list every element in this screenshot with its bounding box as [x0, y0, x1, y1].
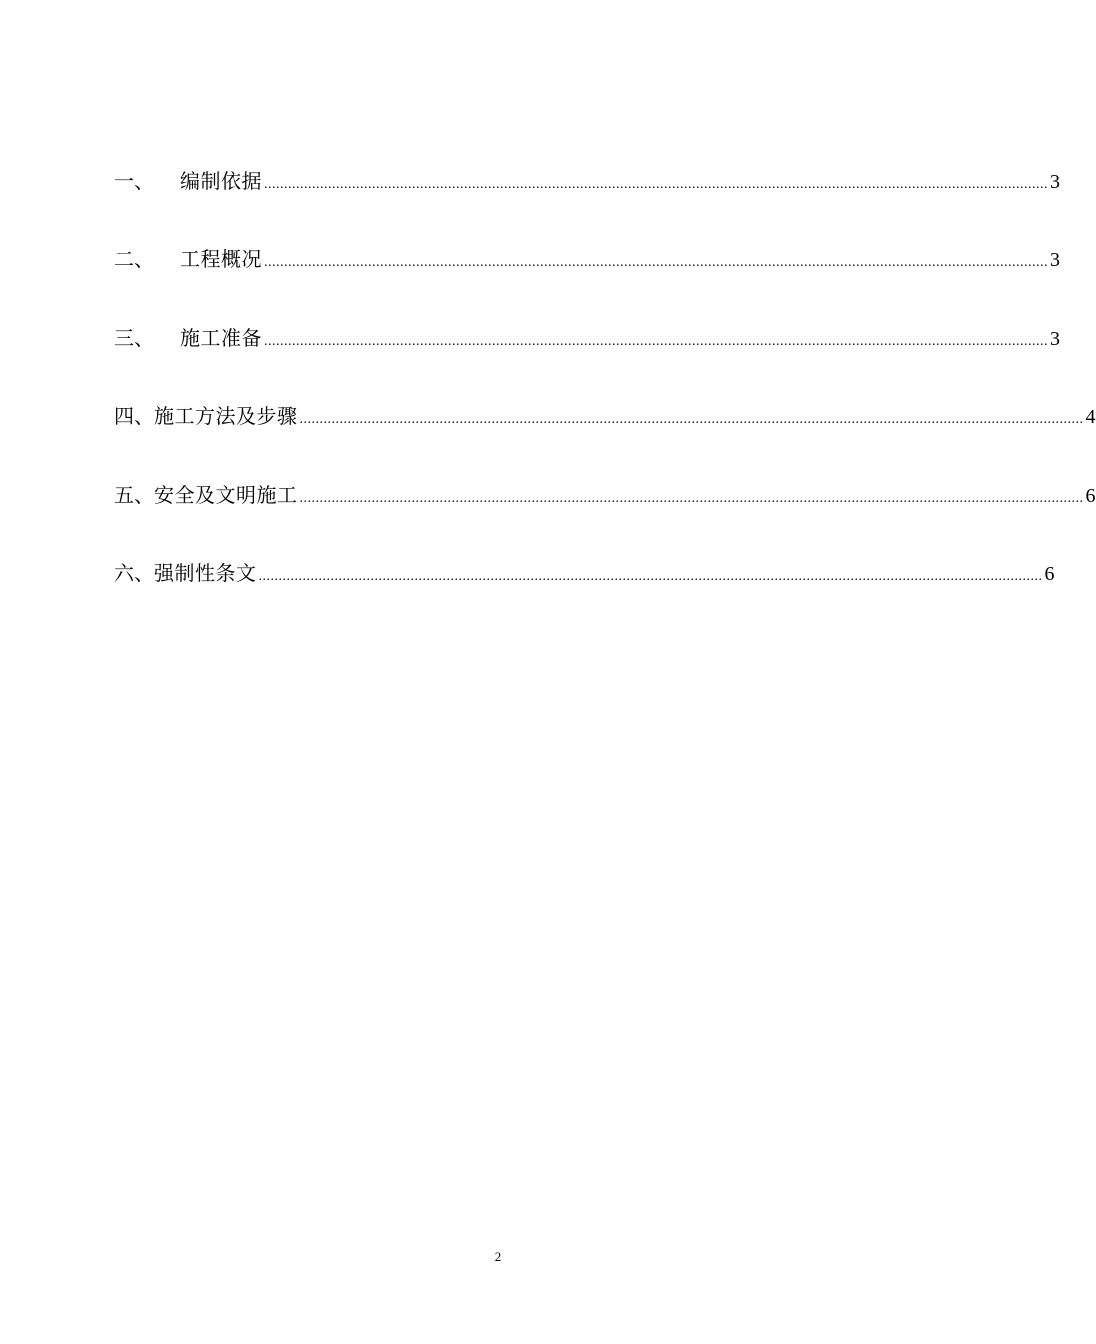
toc-entry-page: 6 [1044, 562, 1055, 585]
toc-entry-page: 3 [1050, 327, 1060, 350]
table-of-contents [114, 166, 1096, 636]
toc-entry-page: 3 [1050, 171, 1060, 193]
toc-entry-page: 4 [1085, 406, 1096, 429]
toc-entry-1[interactable] [114, 166, 1060, 196]
toc-entry-number: 三、 [114, 325, 154, 350]
toc-entry-title: 编制依据 [180, 169, 262, 193]
toc-entry-5[interactable] [114, 480, 1096, 510]
toc-entry-title: 施工方法及步骤 [154, 404, 298, 429]
toc-entry-number: 五、 [114, 482, 154, 507]
toc-entry-3[interactable] [114, 323, 1060, 353]
toc-dot-leader: .................................................................................................................................................................................................... [299, 412, 1084, 428]
toc-dot-leader: .................................................................................................................................................................................................... [299, 490, 1084, 506]
toc-entry-title: 强制性条文 [154, 560, 257, 585]
toc-entry-6[interactable] [114, 558, 1055, 588]
toc-entry-page: 6 [1085, 484, 1096, 507]
toc-entry-title: 施工准备 [180, 325, 262, 350]
toc-entry-number: 二、 [114, 247, 154, 272]
toc-dot-leader: .................................................................................................................................................................................................... [258, 568, 1043, 584]
page-number: 2 [494, 1249, 502, 1264]
toc-dot-leader: .................................................................................................................................................................................................... [264, 255, 1048, 271]
toc-entry-number: 六、 [114, 560, 154, 585]
toc-entry-2[interactable] [114, 244, 1060, 274]
toc-entry-4[interactable] [114, 401, 1096, 431]
toc-entry-title: 工程概况 [180, 247, 262, 272]
toc-entry-number: 四、 [114, 404, 154, 429]
toc-entry-number: 一、 [114, 169, 154, 193]
toc-dot-leader: .................................................................................................................................................................................................... [264, 177, 1048, 192]
toc-dot-leader: .................................................................................................................................................................................................... [264, 333, 1048, 349]
toc-entry-title: 安全及文明施工 [154, 482, 298, 507]
toc-entry-page: 3 [1050, 249, 1060, 272]
